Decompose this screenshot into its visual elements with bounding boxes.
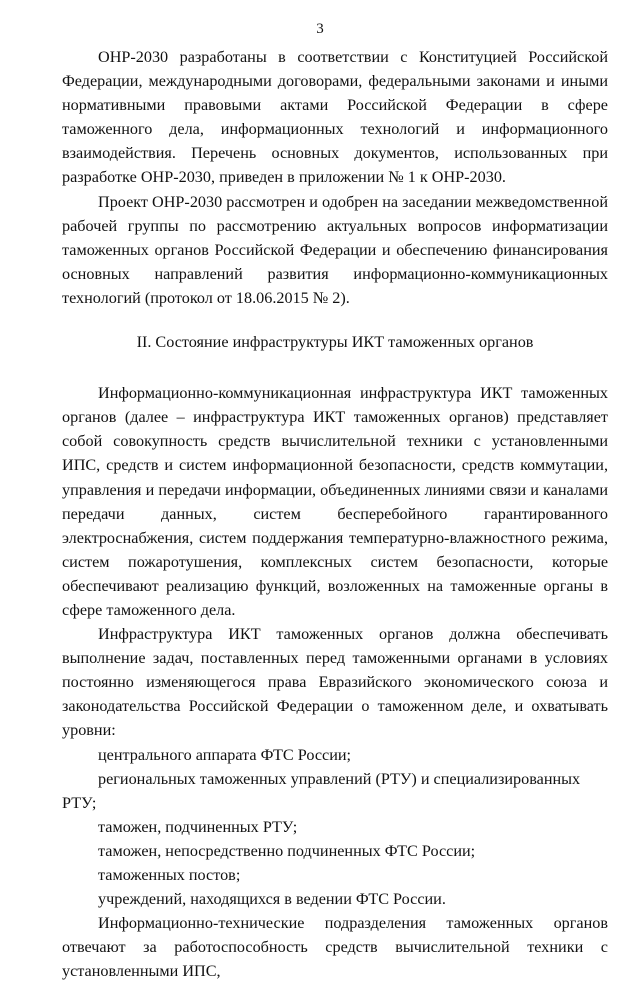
- paragraph-infrastructure-levels: Инфраструктура ИКТ таможенных органов должна обеспечивать выполнение задач, поставленных перед таможенными органами в условиях постоянно изменяющегося права Евразийского экономического союза и законодательства Российской Федерации о таможенном деле, и охватывать уровни:: [62, 625, 608, 740]
- list-item: таможен, подчиненных РТУ;: [98, 817, 298, 836]
- paragraph-onr-approval: Проект ОНР-2030 рассмотрен и одобрен на заседании межведомственной рабочей группы по рассмотрению актуальных вопросов информатизации таможенных органов Российской Федерации и обеспечению финансирования основных направлений развития информационно-коммуникационных технологий (протокол от 18.06.2015 № 2).: [62, 192, 608, 307]
- list-item: учреждений, находящихся в ведении ФТС России.: [98, 890, 446, 909]
- list-item: центрального аппарата ФТС России;: [98, 745, 352, 764]
- page-number: 3: [316, 21, 324, 37]
- document-body: [62, 45, 608, 983]
- paragraph-onr-basis: ОНР-2030 разработаны в соответствии с Конституцией Российской Федерации, международными договорами, федеральными законами и иными нормативными правовыми актами Российской Федерации в сфере таможенного дела, информационных технологий и информационного взаимодействия. Перечень основных документов, использованных при разработке ОНР-2030, приведен в приложении № 1 к ОНР-2030.: [62, 48, 608, 187]
- levels-list: [62, 743, 608, 912]
- list-item: таможен, непосредственно подчиненных ФТС России;: [98, 841, 476, 860]
- section-heading: II. Состояние инфраструктуры ИКТ таможенных органов: [136, 333, 534, 352]
- list-item: таможенных постов;: [98, 866, 241, 884]
- list-item: региональных таможенных управлений (РТУ) и специализированных РТУ;: [62, 769, 581, 812]
- paragraph-infrastructure-definition: Информационно-коммуникационная инфраструктура ИКТ таможенных органов (далее – инфраструктура ИКТ таможенных органов) представляет собой совокупность средств вычислительной техники с установленными ИПС, средств и систем информационной безопасности, средств коммутации, управления и передачи информации, объединенных линиями связи и каналами передачи данных, систем бесперебойного гарантированного электроснабжения, систем поддержания температурно-влажностного режима, систем пожаротушения, комплексных систем безопасности, которые обеспечивают реализацию функций, возложенных на таможенные органы в сфере таможенного дела.: [62, 384, 608, 619]
- paragraph-it-departments: Информационно-технические подразделения таможенных органов отвечают за работоспособность средств вычислительной техники с установленными ИПС,: [62, 914, 608, 981]
